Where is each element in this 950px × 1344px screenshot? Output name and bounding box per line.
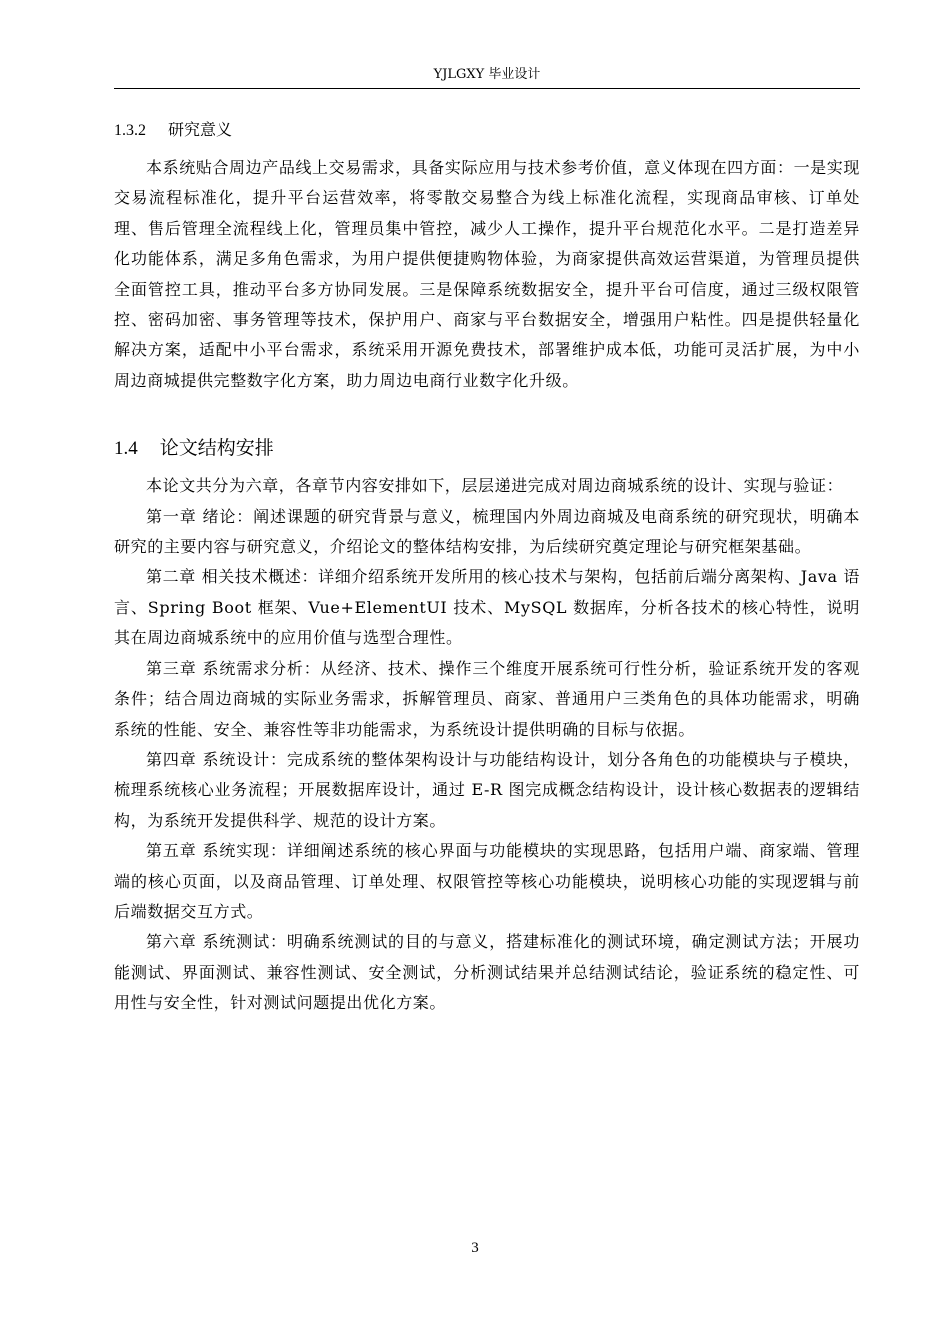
page-number: 3 [471,1240,479,1256]
structure-intro-paragraph: 本论文共分为六章，各章节内容安排如下，层层递进完成对周边商城系统的设计、实现与验证： [146,476,844,496]
section-number: 1.4 [114,438,138,460]
research-significance-paragraph: 本系统贴合周边产品线上交易需求，具备实际应用与技术参考价值，意义体现在四方面：一是实现交易流程标准化，提升平台运营效率，将零散交易整合为线上标准化流程，实现商品审核、订单处理、售后管理全流程线上化，管理员集中管控，减少人工操作，提升平台规范化水平。二是打造差异化功能体系，满足多角色需求，为用户提供便捷购物体验，为商家提供高效运营渠道，为管理员提供全面管控工具，推动平台多方协同发展。三是保障系统数据安全，提升平台可信度，通过三级权限管控、密码加密、事务管理等技术，保护用户、商家与平台数据安全，增强用户粘性。四是提供轻量化解决方案，适配中小平台需求，系统采用开源免费技术，部署维护成本低，功能可灵活扩展，为中小周边商城提供完整数字化方案，助力周边电商行业数字化升级。 [114,158,860,390]
page-header: YJLGXY 毕业设计 [114,62,860,89]
chapter-6-paragraph: 第六章 系统测试：明确系统测试的目的与意义，搭建标准化的测试环境，确定测试方法；开展功能测试、界面测试、兼容性测试、安全测试，分析测试结果并总结测试结论，验证系统的稳定性、可用性与安全性，针对测试问题提出优化方案。 [114,932,860,1013]
section-heading-1-4 [114,428,860,469]
page-content [114,112,860,1019]
section-number: 1.3.2 [114,122,146,139]
section-title: 研究意义 [168,120,233,139]
chapter-3-paragraph: 第三章 系统需求分析：从经济、技术、操作三个维度开展系统可行性分析，验证系统开发的客观条件；结合周边商城的实际业务需求，拆解管理员、商家、普通用户三类角色的具体功能需求，明确系统的性能、安全、兼容性等非功能需求，为系统设计提供明确的目标与依据。 [114,658,860,739]
chapter-1-paragraph: 第一章 绪论：阐述课题的研究背景与意义，梳理国内外周边商城及电商系统的研究现状，明确本研究的主要内容与研究意义，介绍论文的整体结构安排，为后续研究奠定理论与研究框架基础。 [114,506,860,557]
chapter-5-paragraph: 第五章 系统实现：详细阐述系统的核心界面与功能模块的实现思路，包括用户端、商家端、管理端的核心页面，以及商品管理、订单处理、权限管控等核心功能模块，说明核心功能的实现逻辑与前后端数据交互方式。 [114,841,860,921]
section-heading-1-3-2 [114,112,860,149]
section-title: 论文结构安排 [159,437,274,460]
chapter-4-paragraph: 第四章 系统设计：完成系统的整体架构设计与功能结构设计，划分各角色的功能模块与子模块，梳理系统核心业务流程；开展数据库设计，通过 E-R 图完成概念结构设计，设计核心数据表的逻辑结构，为系统开发提供科学、规范的设计方案。 [114,749,860,830]
chapter-2-paragraph: 第二章 相关技术概述：详细介绍系统开发所用的核心技术与架构，包括前后端分离架构、Java 语言、Spring Boot 框架、Vue+ElementUI 技术、MySQL 数据库，分析各技术的核心特性，说明其在周边商城系统中的应用价值与选型合理性。 [114,567,860,648]
